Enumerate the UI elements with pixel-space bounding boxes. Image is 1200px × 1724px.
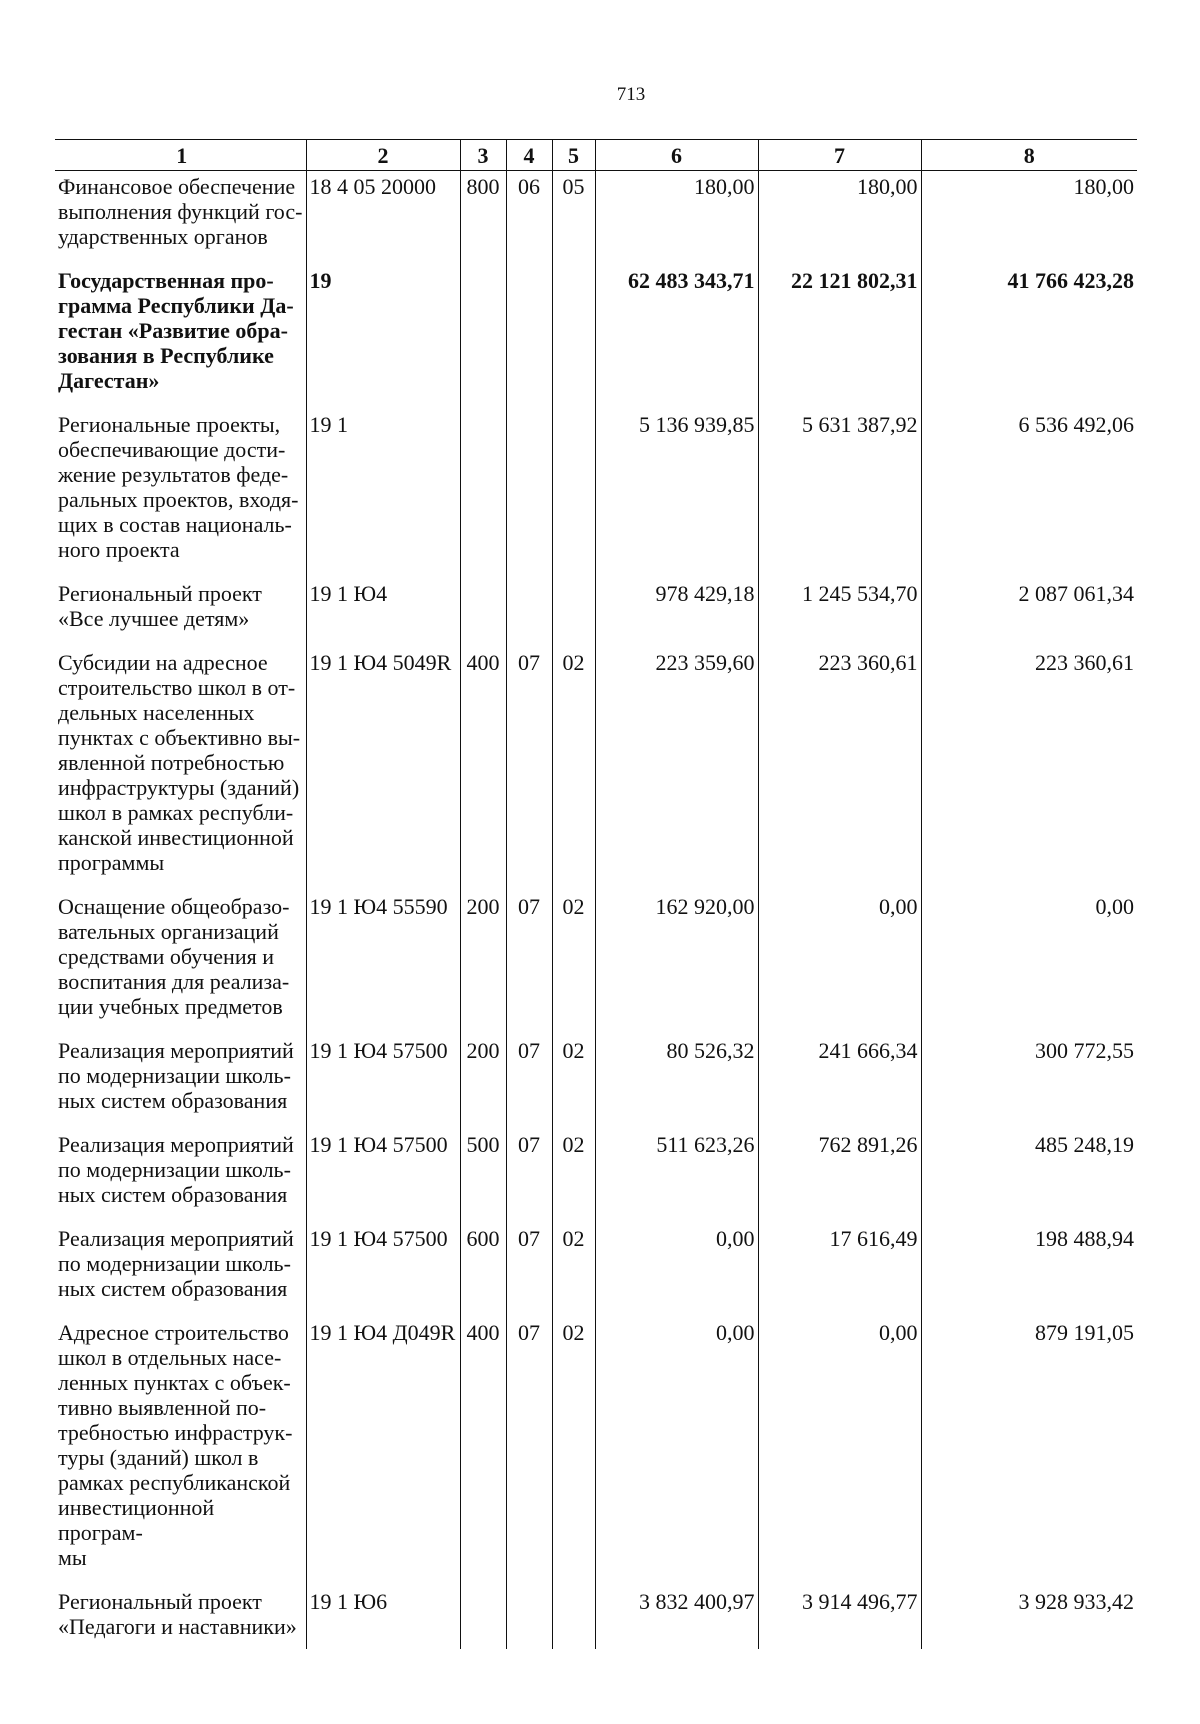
row-name [55, 1580, 306, 1649]
row-code: 19 1 Ю4 5049R [306, 641, 460, 885]
table-row [55, 1123, 1137, 1217]
row-value-6: 0,00 [595, 1311, 758, 1580]
row-value-6: 162 920,00 [595, 885, 758, 1029]
row-name [55, 1123, 306, 1217]
column-header-7: 7 [758, 140, 921, 171]
row-col3 [460, 572, 506, 641]
row-name-line: зования в Республике [58, 343, 274, 368]
row-name-line: Субсидии на адресное [58, 650, 268, 675]
table-body [55, 171, 1137, 1650]
row-code: 19 1 Ю4 57500 [306, 1029, 460, 1123]
row-col4: 07 [506, 641, 552, 885]
table-row [55, 572, 1137, 641]
row-name-line: выполнения функций гос- [58, 199, 303, 224]
row-value-6: 3 832 400,97 [595, 1580, 758, 1649]
row-name-line: пунктах с объективно вы- [58, 725, 301, 750]
row-value-8: 300 772,55 [921, 1029, 1137, 1123]
row-name-line: ных систем образования [58, 1088, 288, 1113]
row-name-line: Оснащение общеобразо- [58, 894, 290, 919]
row-value-7: 223 360,61 [758, 641, 921, 885]
row-col4 [506, 1580, 552, 1649]
row-value-6: 5 136 939,85 [595, 403, 758, 572]
row-name-line: мы [58, 1545, 87, 1570]
row-name-line: ральных проектов, входя- [58, 487, 299, 512]
table-row [55, 403, 1137, 572]
row-value-8: 3 928 933,42 [921, 1580, 1137, 1649]
row-col4 [506, 572, 552, 641]
row-name-line: ного проекта [58, 537, 180, 562]
row-code: 19 [306, 259, 460, 403]
row-name-line: тивно выявленной по- [58, 1395, 267, 1420]
header-row [55, 140, 1137, 171]
row-name-line: Дагестан» [58, 368, 160, 393]
row-name-line: строительство школ в от- [58, 675, 296, 700]
row-name-line: Реализация мероприятий [58, 1226, 294, 1251]
row-name-line: Региональный проект [58, 581, 262, 606]
row-value-7: 17 616,49 [758, 1217, 921, 1311]
row-name-line: жение результатов феде- [58, 462, 289, 487]
page-number: 713 [616, 84, 646, 105]
row-value-8: 0,00 [921, 885, 1137, 1029]
row-name [55, 1029, 306, 1123]
row-name-line: ленных пунктах с объек- [58, 1370, 291, 1395]
row-value-6: 80 526,32 [595, 1029, 758, 1123]
row-name [55, 572, 306, 641]
row-col3: 600 [460, 1217, 506, 1311]
column-header-8: 8 [921, 140, 1137, 171]
column-header-4: 4 [506, 140, 552, 171]
row-name-line: туры (зданий) школ в [58, 1445, 259, 1470]
row-name-line: Региональные проекты, [58, 412, 281, 437]
row-code: 19 1 Ю4 55590 [306, 885, 460, 1029]
row-value-7: 5 631 387,92 [758, 403, 921, 572]
row-name-line: рамках республиканской [58, 1470, 291, 1495]
row-col3: 800 [460, 171, 506, 260]
row-value-7: 3 914 496,77 [758, 1580, 921, 1649]
row-name-line: Финансовое обеспечение [58, 174, 296, 199]
row-col5 [552, 403, 595, 572]
row-name-line: Государственная про- [58, 268, 274, 293]
row-code: 19 1 Ю4 [306, 572, 460, 641]
row-name-line: ных систем образования [58, 1182, 288, 1207]
row-code: 18 4 05 20000 [306, 171, 460, 260]
row-col3: 400 [460, 1311, 506, 1580]
row-code: 19 1 Ю4 57500 [306, 1123, 460, 1217]
row-col5: 05 [552, 171, 595, 260]
row-name-line: по модернизации школь- [58, 1251, 291, 1276]
row-col4: 07 [506, 1123, 552, 1217]
table-row [55, 1217, 1137, 1311]
row-value-8: 180,00 [921, 171, 1137, 260]
row-col5 [552, 259, 595, 403]
table-row [55, 259, 1137, 403]
row-name [55, 259, 306, 403]
row-col5: 02 [552, 1311, 595, 1580]
row-col5 [552, 1580, 595, 1649]
table-row [55, 1029, 1137, 1123]
row-value-8: 879 191,05 [921, 1311, 1137, 1580]
row-col4: 06 [506, 171, 552, 260]
row-name-line: ударственных органов [58, 224, 268, 249]
row-name-line: грамма Республики Да- [58, 293, 294, 318]
row-name [55, 171, 306, 260]
row-name-line: Реализация мероприятий [58, 1132, 294, 1157]
row-name-line: инвестиционной програм- [58, 1495, 215, 1545]
table-row [55, 1311, 1137, 1580]
row-name-line: обеспечивающие дости- [58, 437, 286, 462]
row-col3: 200 [460, 1029, 506, 1123]
row-col4 [506, 259, 552, 403]
row-name-line: по модернизации школь- [58, 1063, 291, 1088]
row-name-line: школ в рамках республи- [58, 800, 294, 825]
row-code: 19 1 [306, 403, 460, 572]
row-name-line: средствами обучения и [58, 944, 274, 969]
row-name-line: Адресное строительство [58, 1320, 289, 1345]
row-name-line: по модернизации школь- [58, 1157, 291, 1182]
row-col3 [460, 259, 506, 403]
row-col4 [506, 403, 552, 572]
row-name-line: щих в состав националь- [58, 512, 292, 537]
row-value-8: 485 248,19 [921, 1123, 1137, 1217]
row-col3: 500 [460, 1123, 506, 1217]
row-name-line: инфраструктуры (зданий) [58, 775, 300, 800]
row-value-8: 198 488,94 [921, 1217, 1137, 1311]
row-name [55, 1217, 306, 1311]
column-header-1: 1 [55, 140, 306, 171]
row-value-7: 0,00 [758, 885, 921, 1029]
row-col5: 02 [552, 641, 595, 885]
table-row [55, 641, 1137, 885]
row-name-line: «Педагоги и наставники» [58, 1614, 297, 1639]
row-col5: 02 [552, 1217, 595, 1311]
column-header-2: 2 [306, 140, 460, 171]
row-value-8: 6 536 492,06 [921, 403, 1137, 572]
row-name-line: программы [58, 850, 165, 875]
row-name-line: канской инвестиционной [58, 825, 294, 850]
table-header [55, 140, 1137, 171]
row-name-line: ции учебных предметов [58, 994, 283, 1019]
row-col5: 02 [552, 885, 595, 1029]
row-value-7: 1 245 534,70 [758, 572, 921, 641]
row-name [55, 1311, 306, 1580]
row-name [55, 641, 306, 885]
row-code: 19 1 Ю6 [306, 1580, 460, 1649]
row-value-8: 223 360,61 [921, 641, 1137, 885]
table-row [55, 1580, 1137, 1649]
budget-table [55, 139, 1137, 1649]
row-name-line: вательных организаций [58, 919, 279, 944]
row-col3 [460, 1580, 506, 1649]
row-col4: 07 [506, 1217, 552, 1311]
row-value-6: 62 483 343,71 [595, 259, 758, 403]
row-value-6: 223 359,60 [595, 641, 758, 885]
row-name [55, 403, 306, 572]
row-value-7: 762 891,26 [758, 1123, 921, 1217]
row-name-line: требностью инфраструк- [58, 1420, 293, 1445]
row-value-7: 241 666,34 [758, 1029, 921, 1123]
row-name-line: Реализация мероприятий [58, 1038, 294, 1063]
row-name-line: дельных населенных [58, 700, 255, 725]
row-name-line: школ в отдельных насе- [58, 1345, 282, 1370]
row-value-6: 978 429,18 [595, 572, 758, 641]
row-value-8: 41 766 423,28 [921, 259, 1137, 403]
row-value-6: 511 623,26 [595, 1123, 758, 1217]
row-col5: 02 [552, 1029, 595, 1123]
row-code: 19 1 Ю4 Д049R [306, 1311, 460, 1580]
table-row [55, 885, 1137, 1029]
column-header-3: 3 [460, 140, 506, 171]
row-col5: 02 [552, 1123, 595, 1217]
row-value-6: 180,00 [595, 171, 758, 260]
row-col5 [552, 572, 595, 641]
row-value-7: 0,00 [758, 1311, 921, 1580]
row-name [55, 885, 306, 1029]
row-name-line: «Все лучшее детям» [58, 606, 250, 631]
row-name-line: гестан «Развитие обра- [58, 318, 288, 343]
table-row [55, 171, 1137, 260]
row-name-line: явленной потребностью [58, 750, 285, 775]
row-col3: 400 [460, 641, 506, 885]
row-value-8: 2 087 061,34 [921, 572, 1137, 641]
row-value-7: 180,00 [758, 171, 921, 260]
row-col4: 07 [506, 1311, 552, 1580]
column-header-6: 6 [595, 140, 758, 171]
row-col3 [460, 403, 506, 572]
row-col4: 07 [506, 1029, 552, 1123]
row-name-line: воспитания для реализа- [58, 969, 290, 994]
row-col3: 200 [460, 885, 506, 1029]
row-value-7: 22 121 802,31 [758, 259, 921, 403]
row-value-6: 0,00 [595, 1217, 758, 1311]
row-name-line: ных систем образования [58, 1276, 288, 1301]
row-col4: 07 [506, 885, 552, 1029]
row-name-line: Региональный проект [58, 1589, 262, 1614]
row-code: 19 1 Ю4 57500 [306, 1217, 460, 1311]
column-header-5: 5 [552, 140, 595, 171]
